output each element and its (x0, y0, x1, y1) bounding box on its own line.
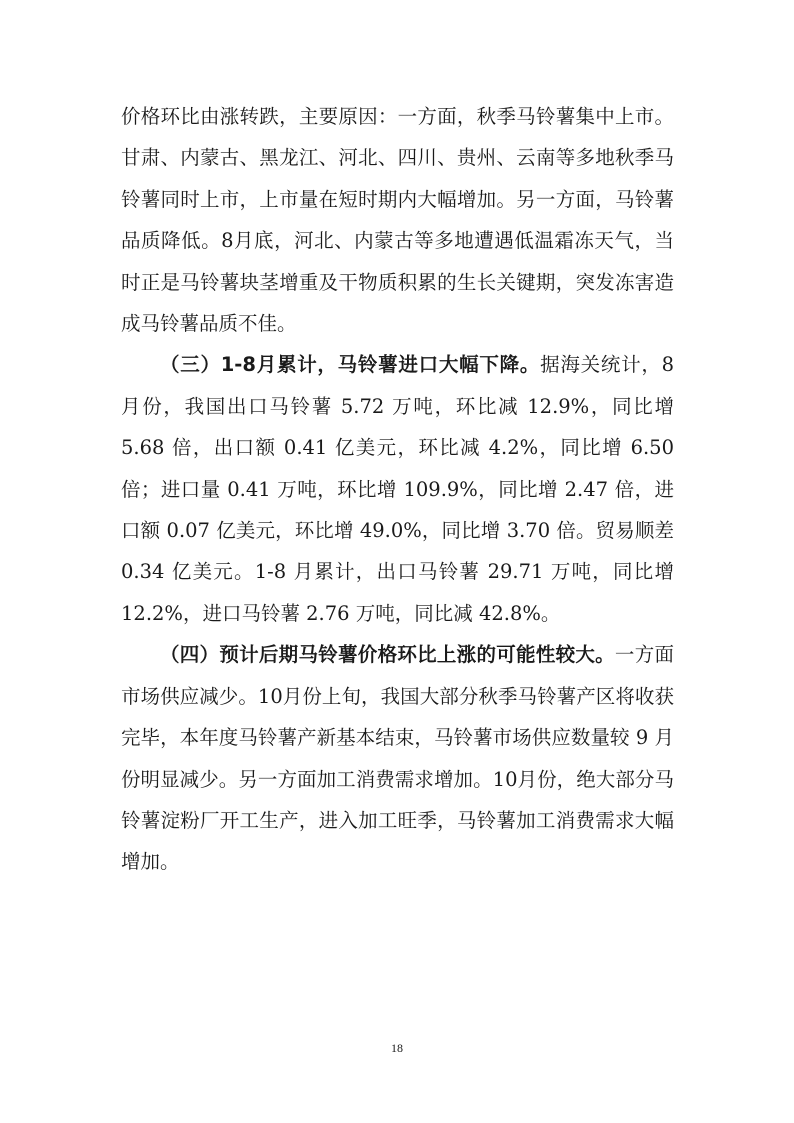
paragraph-text: 价格环比由涨转跌，主要原因：一方面，秋季马铃薯集中上市。甘肃、内蒙古、黑龙江、河北、四川、贵州、云南等多地秋季马铃薯同时上市，上市量在短时期内大幅增加。另一方面，马铃薯品质降低。8月底，河北、内蒙古等多地遭遇低温霜冻天气，当时正是马铃薯块茎增重及干物质积累的生长关键期，突发冻害造成马铃薯品质不佳。 (121, 105, 674, 336)
paragraph-trade-imports (121, 344, 674, 634)
section-heading-four: （四）预计后期马铃薯价格环比上涨的可能性较大。 (160, 643, 615, 667)
paragraph-text: 据海关统计，8 月份，我国出口马铃薯 5.72 万吨，环比减 12.9%，同比增 5.68 倍，出口额 0.41 亿美元，环比减 4.2%，同比增 6.50 倍；进口量 0.41 万吨，环比增 109.9%，同比增 2.47 倍，进口额 0.07 亿美元，环比增 49.0%，同比增 3.70 倍。贸易顺差 0.34 亿美元。1-8 月累计，出口马铃薯 29.71 万吨，同比增 12.2%，进口马铃薯 2.76 万吨，同比减 42.8%。 (121, 353, 674, 625)
page-number: 18 (391, 1041, 403, 1055)
paragraph-price-reasons (121, 96, 674, 344)
paragraph-price-forecast (121, 634, 674, 882)
document-body (121, 96, 674, 883)
section-heading-three: （三）1-8月累计，马铃薯进口大幅下降。 (160, 353, 541, 377)
paragraph-text: 一方面市场供应减少。10月份上旬，我国大部分秋季马铃薯产区将收获完毕，本年度马铃薯产新基本结束，马铃薯市场供应数量较 9 月份明显减少。另一方面加工消费需求增加。10月份，绝大部分马铃薯淀粉厂开工生产，进入加工旺季，马铃薯加工消费需求大幅增加。 (121, 643, 674, 874)
